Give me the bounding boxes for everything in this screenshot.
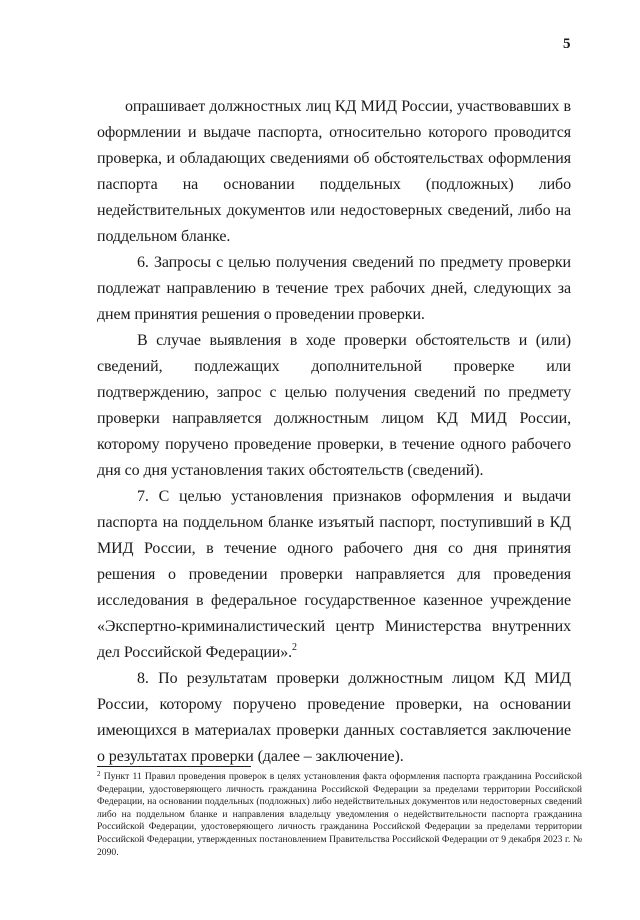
paragraph-item-7-text: 7. С целью установления признаков оформления и выдачи паспорта на поддельном бланке изъятый паспорт, поступивший в КД МИД России, в течение одного рабочего дня со дня принятия решения о проведении проверки направляется для проведения исследования в федеральное государственное казенное учреждение «Экспертно-криминалистический центр Министерства внутренних дел Российской Федерации». [97,488,571,661]
paragraph-item-6-cont: В случае выявления в ходе проверки обстоятельств и (или) сведений, подлежащих дополнительной проверке или подтверждению, запрос с целью получения сведений по предмету проверки направляется должностным лицом КД МИД России, которому поручено проведение проверки, в течение одного рабочего дня со дня установления таких обстоятельств (сведений). [97,332,571,479]
body-text [97,94,571,770]
footnote-reference: 2 [292,642,297,653]
paragraph-item-7 [97,484,571,666]
footnote-marker: 2 [97,770,101,778]
page-number: 5 [563,36,571,52]
paragraph-continuation: опрашивает должностных лиц КД МИД России, участвовавших в оформлении и выдаче паспорта, относительно которого проводится проверка, и обладающих сведениями об обстоятельствах оформления паспорта на основании поддельных (подложных) либо недействительных документов или недостоверных сведений, либо на поддельном бланке. [97,98,571,245]
footnote [97,771,582,859]
footnote-divider [97,766,251,767]
paragraph-item-8: 8. По результатам проверки должностным лицом КД МИД России, которому поручено проведение проверки, на основании имеющихся в материалах проверки данных составляется заключение о результатах проверки (далее – заключение). [97,670,571,765]
paragraph-item-6: 6. Запросы с целью получения сведений по предмету проверки подлежат направлению в течение трех рабочих дней, следующих за днем принятия решения о проведении проверки. [97,254,571,323]
footnote-text: Пункт 11 Правил проведения проверок в целях установления факта оформления паспорта гражданина Российской Федерации, удостоверяющего личность гражданина Российской Федерации за пределами территории Российской Федерации, на основании поддельных (подложных) либо недействительных документов или недостоверных сведений либо на поддельном бланке и направления владельцу уведомления о недействительности паспорта гражданина Российской Федерации, удостоверяющего личность гражданина Российской Федерации за пределами территории Российской Федерации, утвержденных постановлением Правительства Российской Федерации от 9 декабря 2023 г. № 2090. [97,771,582,858]
